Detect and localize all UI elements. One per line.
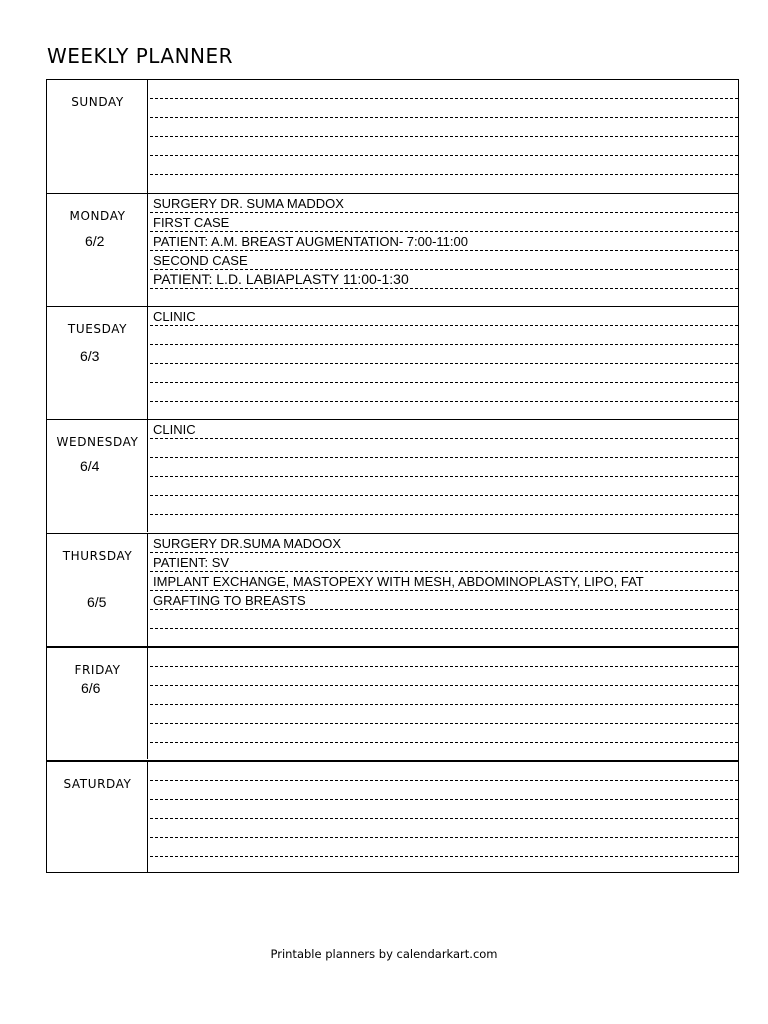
planner-line[interactable] (150, 80, 738, 99)
footer-credit: Printable planners by calendarkart.com (270, 947, 498, 961)
planner-line[interactable]: SURGERY DR. SUMA MADDOX (150, 194, 738, 213)
planner-line[interactable]: PATIENT: L.D. LABIAPLASTY 11:00-1:30 (150, 270, 738, 289)
day-row-saturday (47, 760, 738, 873)
day-lines (148, 307, 738, 419)
day-lines (148, 534, 738, 646)
planner-line[interactable] (150, 667, 738, 686)
day-lines (148, 194, 738, 306)
day-label-cell (47, 194, 148, 306)
day-row-friday (47, 646, 738, 759)
planner-line[interactable] (150, 781, 738, 800)
planner-line[interactable] (150, 724, 738, 743)
planner-line[interactable]: PATIENT: A.M. BREAST AUGMENTATION- 7:00-11:00 (150, 232, 738, 251)
day-lines (148, 420, 738, 532)
planner-line[interactable]: CLINIC (150, 420, 738, 439)
planner-line[interactable] (150, 364, 738, 383)
day-label-cell (47, 648, 148, 759)
planner-line[interactable]: SECOND CASE (150, 251, 738, 270)
planner-line[interactable] (150, 326, 738, 345)
planner-line[interactable] (150, 648, 738, 667)
day-lines (148, 762, 738, 873)
day-date: 6/3 (80, 348, 100, 364)
planner-line[interactable] (150, 686, 738, 705)
planner-line[interactable] (150, 458, 738, 477)
day-lines (148, 80, 738, 193)
planner-line[interactable] (150, 800, 738, 819)
day-label-cell (47, 762, 148, 873)
planner-line[interactable] (150, 496, 738, 515)
day-label-cell (47, 420, 148, 532)
day-date: 6/5 (87, 594, 107, 610)
day-row-monday (47, 193, 738, 306)
day-name: THURSDAY (62, 549, 133, 563)
planner-line[interactable] (150, 383, 738, 402)
day-label-cell (47, 80, 148, 193)
day-name: SATURDAY (63, 777, 132, 791)
planner-line[interactable] (150, 99, 738, 118)
day-row-tuesday (47, 306, 738, 419)
planner-line[interactable]: SURGERY DR.SUMA MADOOX (150, 534, 738, 553)
day-date: 6/6 (81, 680, 101, 696)
day-name: SUNDAY (71, 95, 124, 109)
day-label-cell (47, 534, 148, 646)
day-label-cell (47, 307, 148, 419)
weekly-planner-grid (46, 79, 739, 873)
planner-line[interactable] (150, 610, 738, 629)
planner-line[interactable] (150, 477, 738, 496)
planner-line[interactable] (150, 838, 738, 857)
planner-line[interactable]: IMPLANT EXCHANGE, MASTOPEXY WITH MESH, ABDOMINOPLASTY, LIPO, FAT (150, 572, 738, 591)
day-row-sunday (47, 80, 738, 193)
planner-line[interactable] (150, 762, 738, 781)
day-lines (148, 648, 738, 759)
planner-line[interactable] (150, 156, 738, 175)
day-row-thursday (47, 533, 738, 646)
planner-line[interactable] (150, 118, 738, 137)
day-name: TUESDAY (67, 322, 128, 336)
day-row-wednesday (47, 419, 738, 532)
planner-line[interactable]: FIRST CASE (150, 213, 738, 232)
planner-line[interactable] (150, 137, 738, 156)
planner-line[interactable] (150, 705, 738, 724)
planner-line[interactable] (150, 439, 738, 458)
page-title: WEEKLY PLANNER (47, 44, 234, 68)
planner-line[interactable] (150, 819, 738, 838)
day-date: 6/2 (85, 233, 105, 249)
day-name: MONDAY (69, 209, 126, 223)
day-name: FRIDAY (74, 663, 121, 677)
planner-line[interactable]: PATIENT: SV (150, 553, 738, 572)
planner-line[interactable] (150, 345, 738, 364)
day-name: WEDNESDAY (56, 435, 139, 449)
day-date: 6/4 (80, 458, 100, 474)
planner-line[interactable]: GRAFTING TO BREASTS (150, 591, 738, 610)
planner-line[interactable]: CLINIC (150, 307, 738, 326)
